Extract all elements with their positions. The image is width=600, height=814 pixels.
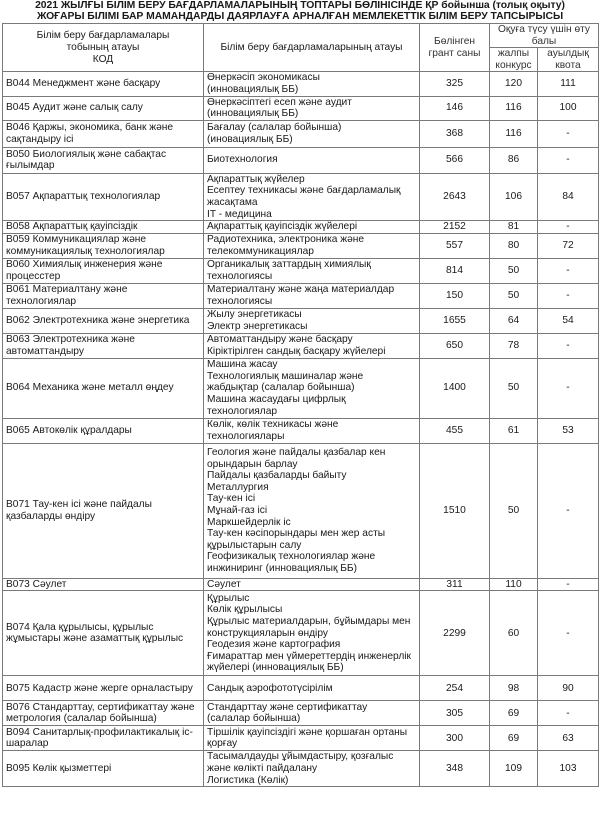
table-row bbox=[3, 233, 599, 258]
programs-cell bbox=[204, 147, 420, 173]
grants-cell: 254 bbox=[420, 676, 490, 701]
programs-cell bbox=[204, 283, 420, 308]
rural-quota-cell: - bbox=[538, 258, 599, 283]
rural-quota-cell: - bbox=[538, 333, 599, 358]
programs-cell bbox=[204, 726, 420, 751]
programs-cell bbox=[204, 751, 420, 787]
programs-cell bbox=[204, 72, 420, 96]
program-name: Сәулет bbox=[207, 578, 241, 590]
program-name: Кіріктірілген сандық басқару жүйелері bbox=[207, 345, 386, 357]
grants-cell: 2152 bbox=[420, 221, 490, 234]
program-group-cell: B046 Қаржы, экономика, банк және сақтандыру ісі bbox=[3, 120, 204, 147]
grants-cell: 348 bbox=[420, 751, 490, 787]
grants-cell: 311 bbox=[420, 578, 490, 591]
table-row bbox=[3, 308, 599, 333]
program-name: Сандық аэрофототүсірілім bbox=[207, 682, 333, 694]
header-rural-line-2: квота bbox=[555, 59, 581, 71]
program-group-cell: B095 Көлік қызметтері bbox=[3, 751, 204, 787]
grants-cell: 305 bbox=[420, 701, 490, 726]
program-name: Геофизикалық технологиялар және инжиниринг (инновациялық ББ) bbox=[207, 551, 376, 574]
program-name: Автоматтандыру және басқару bbox=[207, 334, 353, 346]
program-group-cell: B065 Автокөлік құралдары bbox=[3, 418, 204, 443]
programs-cell bbox=[204, 418, 420, 443]
program-group-cell: B075 Кадастр және жерге орналастыру bbox=[3, 676, 204, 701]
program-group-cell: B094 Санитарлық-профилактикалық іс-шаралар bbox=[3, 726, 204, 751]
program-group-cell: B059 Коммуникациялар және коммуникациялық технологиялар bbox=[3, 233, 204, 258]
rural-quota-cell: - bbox=[538, 358, 599, 418]
grants-cell: 2299 bbox=[420, 591, 490, 676]
programs-cell bbox=[204, 96, 420, 120]
programs-cell bbox=[204, 578, 420, 591]
program-group-cell: B063 Электротехника және автоматтандыру bbox=[3, 333, 204, 358]
program-name: Құрылыс bbox=[207, 592, 250, 604]
rural-quota-cell: - bbox=[538, 147, 599, 173]
program-name: Материалтану және жаңа материалдар технологиясы bbox=[207, 284, 395, 307]
header-score-line-1: Оқуға түсу үшін өту bbox=[498, 24, 590, 35]
program-name: Мұнай-газ ісі bbox=[207, 504, 268, 516]
general-score-cell: 106 bbox=[490, 173, 538, 220]
header-rural-quota bbox=[538, 48, 599, 72]
table-row bbox=[3, 72, 599, 96]
programs-cell bbox=[204, 233, 420, 258]
program-name: Стандарттау және сертификаттау bbox=[207, 701, 368, 713]
program-name: Тау-кен ісі bbox=[207, 493, 256, 505]
table-row bbox=[3, 443, 599, 578]
program-group-cell: B050 Биологиялық және сабақтас ғылымдар bbox=[3, 147, 204, 173]
general-score-cell: 50 bbox=[490, 283, 538, 308]
table-row bbox=[3, 418, 599, 443]
program-name: Есептеу техникасы және бағдарламалық жасақтама bbox=[207, 185, 401, 208]
header-grants-line-1: Бөлінген bbox=[434, 36, 475, 48]
rural-quota-cell: 53 bbox=[538, 418, 599, 443]
general-score-cell: 60 bbox=[490, 591, 538, 676]
rural-quota-cell: - bbox=[538, 701, 599, 726]
general-score-cell: 50 bbox=[490, 358, 538, 418]
rural-quota-cell: 63 bbox=[538, 726, 599, 751]
program-name: Жылу энергетикасы bbox=[207, 309, 302, 321]
general-score-cell: 109 bbox=[490, 751, 538, 787]
rural-quota-cell: - bbox=[538, 591, 599, 676]
program-group-cell: B045 Аудит және салық салу bbox=[3, 96, 204, 120]
general-score-cell: 80 bbox=[490, 233, 538, 258]
header-grants-line-2: грант саны bbox=[428, 47, 481, 59]
program-name: Ақпараттық жүйелер bbox=[207, 173, 305, 185]
table-row bbox=[3, 96, 599, 120]
program-group-cell: B073 Сәулет bbox=[3, 578, 204, 591]
program-name: Тасымалдауды ұйымдастыру, қозғалыс және көлікті пайдалану bbox=[207, 751, 394, 775]
programs-cell bbox=[204, 358, 420, 418]
header-general-competition bbox=[490, 48, 538, 72]
general-score-cell: 61 bbox=[490, 418, 538, 443]
programs-cell bbox=[204, 443, 420, 578]
table-row bbox=[3, 173, 599, 220]
program-name: (салалар бойынша) bbox=[207, 713, 301, 725]
program-name: Биотехнология bbox=[207, 154, 278, 166]
program-name: (иновациялық ББ) bbox=[207, 133, 293, 145]
header-passing-score bbox=[490, 24, 599, 48]
rural-quota-cell: - bbox=[538, 443, 599, 578]
programs-cell bbox=[204, 173, 420, 220]
programs-cell bbox=[204, 676, 420, 701]
grants-cell: 2643 bbox=[420, 173, 490, 220]
program-name: Органикалық заттардың химиялық технологиясы bbox=[207, 259, 371, 282]
table-header bbox=[3, 24, 599, 72]
state-order-table bbox=[2, 23, 599, 787]
table-row bbox=[3, 258, 599, 283]
program-name: Көлік, көлік техникасы және технологиялары bbox=[207, 419, 339, 442]
grants-cell: 557 bbox=[420, 233, 490, 258]
programs-cell bbox=[204, 591, 420, 676]
document-title-line-2: ЖОҒАРЫ БІЛІМІ БАР МАМАНДАРДЫ ДАЯРЛАУҒА АРНАЛҒАН МЕМЛЕКЕТТІК БІЛІМ БЕРУ ТАПСЫРЫСЫ bbox=[36, 11, 564, 22]
table-row bbox=[3, 358, 599, 418]
table-row bbox=[3, 283, 599, 308]
header-rural-line-1: ауылдық bbox=[547, 48, 589, 60]
general-score-cell: 69 bbox=[490, 701, 538, 726]
rural-quota-cell: 100 bbox=[538, 96, 599, 120]
grants-cell: 1655 bbox=[420, 308, 490, 333]
rural-quota-cell: 72 bbox=[538, 233, 599, 258]
program-name: Маркшейдерлік іс bbox=[207, 516, 291, 528]
program-name: Машина жасау bbox=[207, 359, 278, 371]
table-body bbox=[3, 72, 599, 787]
programs-cell bbox=[204, 258, 420, 283]
program-name: Құрылыс материалдарын, бұйымдары мен конструкцияларын өндіру bbox=[207, 615, 411, 639]
program-group-cell: B060 Химиялық инженерия және процесстер bbox=[3, 258, 204, 283]
program-name: Ғимараттар мен үймереттердің инженерлік жүйелері (инновациялық ББ) bbox=[207, 650, 411, 674]
table-row bbox=[3, 221, 599, 234]
program-group-cell: B074 Қала құрылысы, құрылыс жұмыстары және азаматтық құрылыс bbox=[3, 591, 204, 676]
rural-quota-cell: 84 bbox=[538, 173, 599, 220]
program-group-cell: B064 Механика және металл өңдеу bbox=[3, 358, 204, 418]
general-score-cell: 50 bbox=[490, 258, 538, 283]
rural-quota-cell: 103 bbox=[538, 751, 599, 787]
grants-cell: 368 bbox=[420, 120, 490, 147]
table-row bbox=[3, 701, 599, 726]
header-program-name: Білім беру бағдарламаларының атауы bbox=[204, 24, 420, 72]
table-row bbox=[3, 147, 599, 173]
table-row bbox=[3, 676, 599, 701]
document-title-line-1: 2021 ЖЫЛҒЫ БІЛІМ БЕРУ БАҒДАРЛАМАЛАРЫНЫҢ ТОПТАРЫ БӨЛІНІСІНДЕ ҚР бойынша (толық оқыту) bbox=[35, 0, 565, 11]
program-name: Көлік құрылысы bbox=[207, 604, 283, 616]
program-name: Өнеркәсіп экономикасы bbox=[207, 72, 320, 84]
general-score-cell: 86 bbox=[490, 147, 538, 173]
program-name: Металлургия bbox=[207, 481, 269, 493]
rural-quota-cell: - bbox=[538, 283, 599, 308]
header-group-line-2: тобының атауы bbox=[66, 41, 140, 53]
program-name: Өнеркәсіптегі есеп және аудит bbox=[207, 96, 352, 108]
grants-cell: 814 bbox=[420, 258, 490, 283]
rural-quota-cell: - bbox=[538, 221, 599, 234]
programs-cell bbox=[204, 701, 420, 726]
grants-cell: 1400 bbox=[420, 358, 490, 418]
program-group-cell: B058 Ақпараттық қауіпсіздік bbox=[3, 221, 204, 234]
grants-cell: 146 bbox=[420, 96, 490, 120]
rural-quota-cell: 54 bbox=[538, 308, 599, 333]
program-group-cell: B061 Материалтану және технологиялар bbox=[3, 283, 204, 308]
header-general-line-1: жалпы bbox=[497, 48, 530, 60]
general-score-cell: 78 bbox=[490, 333, 538, 358]
program-name: Логистика (Көлік) bbox=[207, 774, 289, 786]
grants-cell: 455 bbox=[420, 418, 490, 443]
program-name: Тіршілік қауіпсіздігі және қоршаған ортаны қорғау bbox=[207, 726, 408, 750]
rural-quota-cell: - bbox=[538, 120, 599, 147]
table-row bbox=[3, 751, 599, 787]
grants-cell: 300 bbox=[420, 726, 490, 751]
header-score-line-2: балы bbox=[531, 35, 557, 47]
header-group-code bbox=[3, 24, 204, 72]
grants-cell: 325 bbox=[420, 72, 490, 96]
table-row bbox=[3, 726, 599, 751]
program-name: IT - медицина bbox=[207, 208, 272, 220]
program-name: (инновациялық ББ) bbox=[207, 83, 299, 95]
table-row bbox=[3, 120, 599, 147]
program-group-cell: B057 Ақпараттық технологиялар bbox=[3, 173, 204, 220]
header-group-line-3: КОД bbox=[92, 53, 114, 65]
table-row bbox=[3, 591, 599, 676]
grants-cell: 150 bbox=[420, 283, 490, 308]
programs-cell bbox=[204, 221, 420, 234]
general-score-cell: 81 bbox=[490, 221, 538, 234]
general-score-cell: 120 bbox=[490, 72, 538, 96]
programs-cell bbox=[204, 120, 420, 147]
program-name: Бағалау (салалар бойынша) bbox=[207, 122, 342, 134]
general-score-cell: 98 bbox=[490, 676, 538, 701]
program-group-cell: B044 Менеджмент және басқару bbox=[3, 72, 204, 96]
general-score-cell: 50 bbox=[490, 443, 538, 578]
table-row bbox=[3, 578, 599, 591]
rural-quota-cell: - bbox=[538, 578, 599, 591]
programs-cell bbox=[204, 308, 420, 333]
header-general-line-2: конкурс bbox=[495, 59, 532, 71]
program-name: Технологиялық машиналар және жабдықтар (салалар бойынша) bbox=[207, 370, 364, 394]
program-name: Тау-кен кәсіпорындары мен жер асты құрылыстарын салу bbox=[207, 528, 386, 551]
programs-cell bbox=[204, 333, 420, 358]
table-row bbox=[3, 333, 599, 358]
program-name: Геология және пайдалы қазбалар кен орындарын барлау bbox=[207, 446, 386, 470]
program-group-cell: B071 Тау-кен ісі және пайдалы қазбаларды өндіру bbox=[3, 443, 204, 578]
program-name: Машина жасаудағы цифрлық технологиялар bbox=[207, 394, 346, 417]
header-group-line-1: Білім беру бағдарламалары bbox=[36, 29, 170, 41]
rural-quota-cell: 111 bbox=[538, 72, 599, 96]
general-score-cell: 116 bbox=[490, 96, 538, 120]
program-name: Геодезия және картография bbox=[207, 639, 341, 651]
program-group-cell: B062 Электротехника және энергетика bbox=[3, 308, 204, 333]
grants-cell: 566 bbox=[420, 147, 490, 173]
grants-cell: 650 bbox=[420, 333, 490, 358]
rural-quota-cell: 90 bbox=[538, 676, 599, 701]
program-name: Электр энергетикасы bbox=[207, 320, 308, 332]
program-name: Радиотехника, электроника және телекоммуникациялар bbox=[207, 234, 365, 257]
program-group-cell: B076 Стандарттау, сертификаттау және метрология (салалар бойынша) bbox=[3, 701, 204, 726]
general-score-cell: 116 bbox=[490, 120, 538, 147]
program-name: (инновациялық ББ) bbox=[207, 108, 299, 120]
general-score-cell: 110 bbox=[490, 578, 538, 591]
general-score-cell: 69 bbox=[490, 726, 538, 751]
program-name: Пайдалы қазбаларды байыту bbox=[207, 470, 347, 482]
program-name: Ақпараттық қауіпсіздік жүйелері bbox=[207, 221, 358, 233]
header-grants bbox=[420, 24, 490, 72]
general-score-cell: 64 bbox=[490, 308, 538, 333]
grants-cell: 1510 bbox=[420, 443, 490, 578]
